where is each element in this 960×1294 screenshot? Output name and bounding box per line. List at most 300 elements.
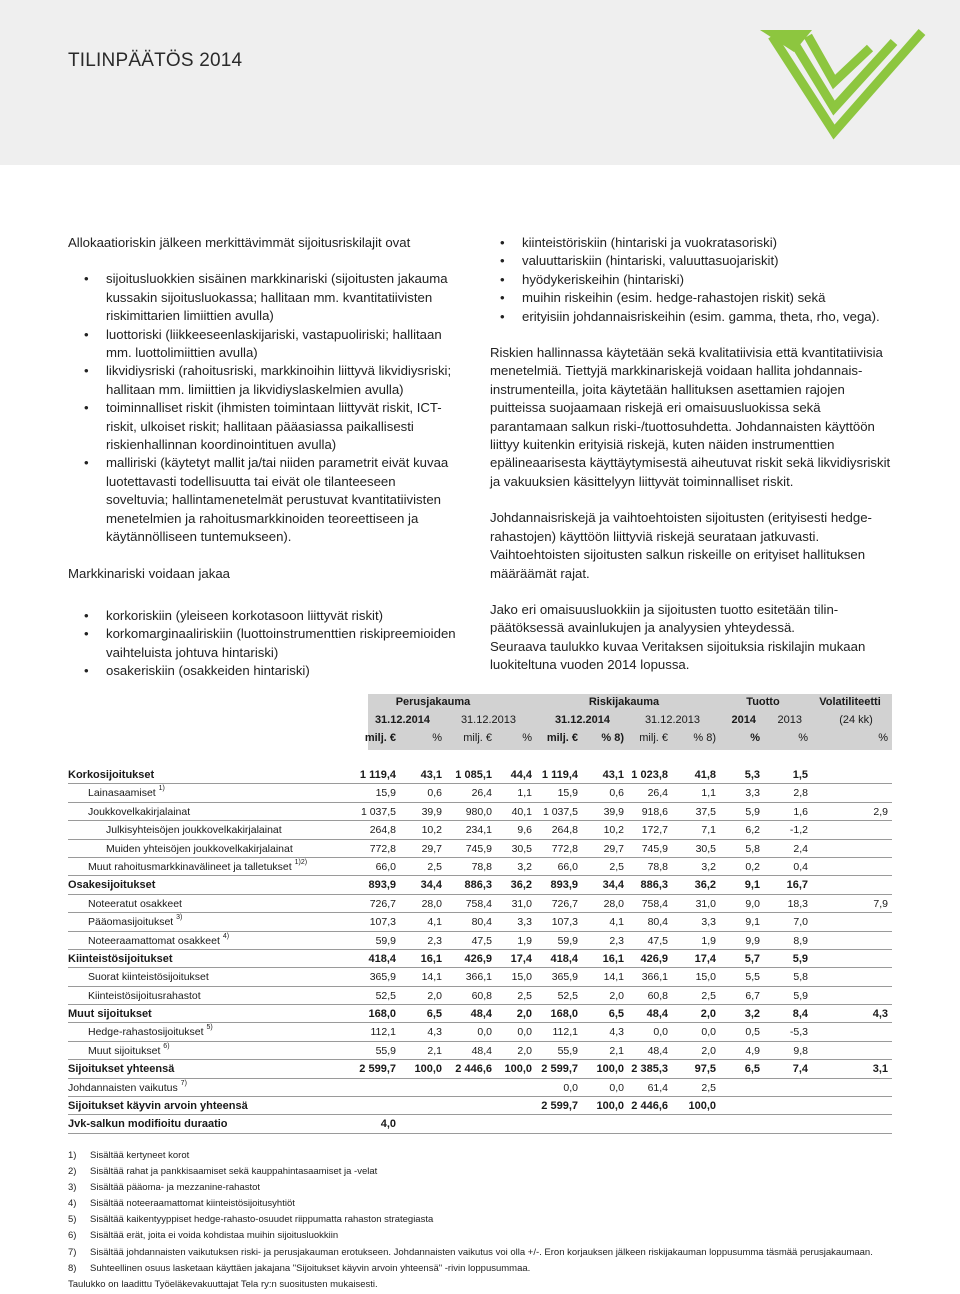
- table-cell: 0,0: [563, 1081, 578, 1094]
- row-label-text: Joukkovelkakirjalainat: [88, 805, 191, 818]
- row-label-text: Jvk-salkun modifioitu duraatio: [68, 1118, 228, 1131]
- row-label: [68, 1097, 248, 1115]
- row-label-text: Hedge-rahastosijoitukset: [88, 1026, 204, 1039]
- table-cell: 47,5: [647, 934, 668, 947]
- market-risk-list: [68, 607, 458, 681]
- paragraph: Jako eri omaisuusluokkiin ja sijoitusten tuotto esitetään tilin-päätöksessä avainlukujen ja analyysien yhteydessä.: [490, 601, 839, 636]
- table-cell: 48,4: [470, 1008, 492, 1021]
- table-cell: 36,2: [510, 879, 532, 892]
- table-cell: 0,6: [609, 787, 624, 800]
- footnote-number: 1): [68, 1150, 77, 1161]
- table-row: [68, 784, 892, 802]
- table-cell: 426,9: [464, 952, 492, 965]
- list-item: • erityisiin johdannaisriskeihin (esim. gamma, theta, rho, vega).: [522, 308, 898, 326]
- table-cell: 4,1: [427, 916, 442, 929]
- table-cell: 0,0: [517, 1026, 532, 1039]
- unit-header: milj. €: [463, 732, 492, 744]
- row-label-text: Julkisyhteisöjen joukkovelkakirjalainat: [106, 824, 282, 837]
- row-label: [88, 858, 307, 876]
- page-header: [0, 0, 960, 165]
- row-label: [88, 987, 201, 1005]
- table-cell: 28,0: [421, 897, 442, 910]
- table-cell: 100,0: [688, 1100, 716, 1113]
- table-cell: 426,9: [640, 952, 668, 965]
- table-cell: 2,0: [427, 989, 442, 1002]
- table-cell: 418,4: [550, 952, 578, 965]
- table-cell: 365,9: [551, 971, 578, 984]
- table-cell: 0,0: [477, 1026, 492, 1039]
- footnote-text: Sisältää kaikentyyppiset hedge-rahasto-osuudet riippumatta rahaston strategiasta: [90, 1214, 434, 1226]
- row-label-text: Noteeratut osakkeet: [88, 897, 182, 910]
- footnote: [68, 1196, 898, 1212]
- table-cell: 52,5: [557, 989, 578, 1002]
- table-cell: 30,5: [511, 842, 532, 855]
- row-label: [88, 1042, 170, 1060]
- table-cell: 15,0: [511, 971, 532, 984]
- list-item: • toiminnalliset riskit (ihmisten toimintaan liittyvät riskit, ICT-riskit, ulkoiset riskit; hallitaan pääasiassa paikallisesti riskienhallinnan koordinointituen avulla): [106, 399, 458, 454]
- table-cell: 9,8: [793, 1044, 808, 1057]
- table-cell: 15,9: [375, 787, 396, 800]
- table-cell: 2 599,7: [541, 1100, 578, 1113]
- table-cell: 4,0: [380, 1118, 396, 1131]
- table-cell: 28,0: [603, 897, 624, 910]
- footnote-number: 4): [68, 1198, 77, 1210]
- table-cell: 5,9: [792, 952, 808, 965]
- table-cell: 3,3: [517, 916, 532, 929]
- table-cell: -1,2: [789, 824, 808, 837]
- table-cell: 1,5: [792, 769, 808, 781]
- table-row: [68, 840, 892, 858]
- table-cell: 7,9: [873, 897, 888, 910]
- row-label: [88, 803, 190, 821]
- table-cell: 2,1: [609, 1044, 624, 1057]
- date-header: 31.12.2013: [460, 714, 516, 726]
- table-row: [68, 932, 892, 950]
- table-cell: 0,0: [653, 1026, 668, 1039]
- table-cell: 2,0: [516, 1008, 532, 1021]
- footnote-text: Sisältää johdannaisten vaikutuksen riski- ja perusjakauman erotukseen. Johdannaisten vaikutus voi olla +/-. Eron korjauksen jälkeen riskijakauman loppusumma täsmää perusjakaumaan.: [90, 1246, 873, 1258]
- table-cell: 2,0: [700, 1008, 716, 1021]
- row-label: [88, 784, 165, 802]
- unit-header: milj. €: [364, 732, 396, 744]
- table-cell: 893,9: [550, 879, 578, 892]
- list-item: • likvidiysriski (rahoitusriski, markkinoihin liittyvä likvidiysriski; hallitaan mm. limiittien ja likvidiyslaskelmien avulla): [106, 362, 458, 399]
- table-cell: 2,5: [427, 860, 442, 873]
- row-label: [88, 1023, 213, 1041]
- footnote-number: 8): [68, 1262, 77, 1274]
- footnote-text: Suhteellinen osuus lasketaan käyttäen jakajana "Sijoitukset käyvin arvoin yhteensä" -rivin loppusummaa.: [90, 1262, 531, 1274]
- table-cell: 15,9: [557, 787, 578, 800]
- table-cell: 2,1: [427, 1044, 442, 1057]
- table-cell: 9,1: [744, 879, 760, 892]
- table-cell: 0,4: [793, 860, 808, 873]
- list-item: • korkomarginaaliriskiin (luottoinstrumenttien riskipreemioiden vaihteluista johtuva hintariski): [106, 625, 458, 662]
- table-cell: 17,4: [510, 952, 532, 965]
- footnote-ref: 1): [158, 785, 165, 793]
- table-cell: 3,2: [701, 860, 716, 873]
- row-label: [68, 766, 154, 784]
- footnote: [68, 1148, 898, 1164]
- table-cell: 726,7: [369, 897, 396, 910]
- date-header: 31.12.2014: [554, 714, 610, 726]
- footnote-number: 2): [68, 1166, 77, 1178]
- table-cell: 4,3: [872, 1008, 888, 1021]
- footnote-number: 3): [68, 1182, 77, 1194]
- table-cell: 893,9: [368, 879, 396, 892]
- table-cell: 80,4: [647, 916, 668, 929]
- row-label-text: Noteeraamattomat osakkeet: [88, 934, 220, 947]
- table-body: [68, 766, 892, 1134]
- table-row: [68, 1005, 892, 1023]
- table-cell: 886,3: [464, 879, 492, 892]
- table-cell: 2 385,3: [631, 1063, 668, 1076]
- table-row: [68, 858, 892, 876]
- row-label: [88, 932, 229, 950]
- table-cell: 2,0: [517, 1044, 532, 1057]
- table-cell: 107,3: [369, 916, 396, 929]
- table-cell: 2 446,6: [631, 1100, 668, 1113]
- table-cell: 26,4: [471, 787, 492, 800]
- unit-header: % 8): [601, 732, 624, 744]
- list-item: • sijoitusluokkien sisäinen markkinariski (sijoitusten jakauma kussakin sijoitusluokassa; hallitaan mm. kvantitatiivisten riskimittarien limiittien avulla): [106, 270, 458, 325]
- table-cell: 18,3: [787, 897, 808, 910]
- table-cell: 6,7: [745, 989, 760, 1002]
- table-cell: 2,5: [701, 1081, 716, 1094]
- table-cell: 16,1: [420, 952, 442, 965]
- table-cell: 1 085,1: [455, 769, 492, 781]
- table-cell: 365,9: [369, 971, 396, 984]
- table-cell: 2,4: [793, 842, 808, 855]
- table-cell: 100,0: [504, 1063, 532, 1076]
- table-cell: 3,1: [872, 1063, 888, 1076]
- row-label-text: Kiinteistösijoitusrahastot: [88, 989, 201, 1002]
- table-cell: 9,9: [745, 934, 760, 947]
- table-cell: 61,4: [647, 1081, 668, 1094]
- table-cell: 3,2: [517, 860, 532, 873]
- table-cell: 78,8: [647, 860, 668, 873]
- table-cell: 5,8: [745, 842, 760, 855]
- page-title: TILINPÄÄTÖS 2014: [68, 50, 243, 71]
- table-cell: 772,8: [369, 842, 396, 855]
- table-cell: 7,0: [793, 916, 808, 929]
- footnote-text: Sisältää noteeraamattomat kiinteistösijoitusyhtiöt: [90, 1198, 295, 1210]
- table-cell: 886,3: [640, 879, 668, 892]
- table-cell: 47,5: [471, 934, 492, 947]
- table-cell: 1 119,4: [541, 769, 578, 781]
- footnote-ref: 5): [206, 1024, 213, 1032]
- table-cell: 31,0: [511, 897, 532, 910]
- table-cell: 1,9: [517, 934, 532, 947]
- footnote-number: 5): [68, 1214, 77, 1226]
- table-source-note: Taulukko on laadittu Työeläkevakuuttajat Tela ry:n suositusten mukaisesti.: [68, 1278, 378, 1290]
- row-label: [68, 1079, 187, 1097]
- row-label-text: Pääomasijoitukset: [88, 916, 174, 929]
- table-cell: 44,4: [510, 769, 532, 781]
- list-item: • korkoriskiin (yleiseen korkotasoon liittyvät riskit): [106, 607, 458, 625]
- date-header: 2014: [731, 714, 756, 726]
- footnote-text: Sisältää kertyneet korot: [90, 1150, 190, 1161]
- table-cell: 6,2: [745, 824, 760, 837]
- row-label-text: Muut sijoitukset: [88, 1044, 161, 1057]
- footnote: [68, 1245, 898, 1261]
- table-cell: 1 119,4: [359, 769, 396, 781]
- table-row: [68, 1115, 892, 1133]
- table-cell: 17,4: [694, 952, 716, 965]
- table-unit-header: [68, 732, 892, 750]
- table-cell: 3,3: [701, 916, 716, 929]
- table-cell: 39,9: [421, 805, 442, 818]
- table-cell: 14,1: [603, 971, 624, 984]
- table-cell: 107,3: [551, 916, 578, 929]
- table-cell: 2,5: [701, 989, 716, 1002]
- table-cell: 2,3: [427, 934, 442, 947]
- table-cell: 980,0: [465, 805, 492, 818]
- table-cell: 264,8: [369, 824, 396, 837]
- table-cell: 112,1: [552, 1026, 578, 1039]
- table-cell: 5,3: [744, 769, 760, 781]
- left-column: [68, 234, 458, 681]
- row-label-text: Kiinteistösijoitukset: [68, 952, 173, 965]
- table-row: [68, 803, 892, 821]
- date-header: (24 kk): [839, 714, 873, 726]
- table-row: [68, 1060, 892, 1078]
- right-column: [490, 234, 898, 675]
- table-cell: 66,0: [375, 860, 396, 873]
- table-cell: 34,4: [420, 879, 442, 892]
- table-cell: 100,0: [414, 1063, 442, 1076]
- table-cell: 40,1: [511, 805, 532, 818]
- footnote-number: 6): [68, 1230, 77, 1242]
- row-label: [106, 840, 293, 858]
- table-cell: 15,0: [695, 971, 716, 984]
- table-cell: 55,9: [375, 1044, 396, 1057]
- paragraph: Johdannaisriskejä ja vaihtoehtoisten sijoitusten (erityisesti hedge-rahastojen) käyttöön liittyviä riskejä seurataan jatkuvasti. Vaihtoehtoisten sijoitusten salkun riskeille on erityiset hallituksen määräämät rajat.: [490, 510, 872, 581]
- table-cell: 100,0: [596, 1100, 624, 1113]
- table-cell: 2,5: [517, 989, 532, 1002]
- footnote-ref: 7): [180, 1079, 187, 1087]
- row-label-text: Muut rahoitusmarkkinavälineet ja talletukset: [88, 860, 292, 873]
- table-row: [68, 895, 892, 913]
- row-label-text: Korkosijoitukset: [68, 769, 155, 781]
- market-risk-list-continued: [490, 234, 898, 326]
- unit-header: milj. €: [546, 732, 578, 744]
- footnote: [68, 1212, 898, 1228]
- table-cell: 2,0: [609, 989, 624, 1002]
- table-cell: 0,2: [745, 860, 760, 873]
- table-cell: 8,9: [793, 934, 808, 947]
- table-cell: 418,4: [368, 952, 396, 965]
- paragraph: Riskien hallinnassa käytetään sekä kvalitatiivisia että kvantitatiivisia menetelmiä. Tiettyjä markkinariskejä voidaan hallita johdannais-instrumenteilla, joita käytetään hallituksen asettamien rajojen puitteissa suojaamaan riskejä eri omaisuusluokissa sekä parantamaan salkun riski-/tuottosuhdetta. Johdannaisten käyttöön liittyy kuitenkin erityisiä riskejä, kuten näiden instrumenttien epälineaarisesta käyttäytymisestä aiheutuvat riskit sekä likvidiysriskit ja vakuuksien käsittelyyn liittyvät toiminnalliset riskit.: [490, 345, 891, 489]
- table-cell: 0,0: [609, 1081, 624, 1094]
- table-cell: 0,5: [745, 1026, 760, 1039]
- table-cell: 2 599,7: [541, 1063, 578, 1076]
- table-cell: 6,5: [608, 1008, 624, 1021]
- unit-header: milj. €: [639, 732, 668, 744]
- table-cell: 2 599,7: [359, 1063, 396, 1076]
- row-label: [106, 821, 282, 839]
- table-cell: 16,7: [786, 879, 808, 892]
- row-label: [68, 1005, 152, 1023]
- table-cell: 366,1: [465, 971, 492, 984]
- unit-header: % 8): [693, 732, 716, 744]
- table-cell: 5,9: [745, 805, 760, 818]
- table-cell: 5,9: [793, 989, 808, 1002]
- table-cell: 4,3: [427, 1026, 442, 1039]
- date-header: 31.12.2014: [374, 714, 430, 726]
- table-cell: 1 037,5: [542, 805, 578, 818]
- table-row: [68, 1079, 892, 1097]
- table-cell: 1,1: [517, 787, 532, 800]
- table-cell: 4,3: [609, 1026, 624, 1039]
- table-cell: 1 037,5: [360, 805, 396, 818]
- risk-type-list: [68, 270, 458, 546]
- table-cell: 7,4: [792, 1063, 808, 1076]
- table-cell: 2,8: [793, 787, 808, 800]
- table-cell: 43,1: [420, 769, 442, 781]
- row-label: [88, 968, 209, 986]
- table-cell: 6,5: [426, 1008, 442, 1021]
- row-label: [68, 1060, 174, 1078]
- table-cell: 1 023,8: [631, 769, 668, 781]
- table-cell: 6,5: [744, 1063, 760, 1076]
- table-cell: 37,5: [695, 805, 716, 818]
- table-cell: 9,1: [745, 916, 760, 929]
- table-cell: 97,5: [694, 1063, 716, 1076]
- row-label: [68, 950, 173, 968]
- row-label-text: Suorat kiinteistösijoitukset: [88, 971, 209, 984]
- table-cell: 745,9: [465, 842, 492, 855]
- footnote-ref: 6): [163, 1042, 170, 1050]
- table-cell: 2,0: [701, 1044, 716, 1057]
- table-group-header: [68, 696, 892, 714]
- table-row: [68, 987, 892, 1005]
- table-cell: 41,8: [694, 769, 716, 781]
- table-cell: 2,3: [609, 934, 624, 947]
- list-item: • malliriski (käytetyt mallit ja/tai niiden parametrit eivät kuvaa luotettavasti todellisuutta tai eivät ole tilanteeseen soveltuvia; hallintamenetelmät perustuvat kvantitatiivisten menetelmien ja rahoitusmarkkinoiden teoreettiseen ja käytännölliseen tuntemukseen).: [106, 454, 458, 546]
- table-cell: 80,4: [471, 916, 492, 929]
- footnote-ref: 1)2): [294, 858, 308, 866]
- table-cell: 1,9: [701, 934, 716, 947]
- table-cell: 366,1: [641, 971, 668, 984]
- row-label: [68, 876, 155, 894]
- table-cell: 39,9: [603, 805, 624, 818]
- row-label-text: Sijoitukset yhteensä: [68, 1063, 175, 1076]
- table-cell: 5,7: [744, 952, 760, 965]
- row-label-text: Muiden yhteisöjen joukkovelkakirjalainat: [106, 842, 293, 855]
- table-cell: 55,9: [557, 1044, 578, 1057]
- left-subheading: Markkinariski voidaan jakaa: [68, 565, 230, 581]
- table-row: [68, 876, 892, 894]
- table-cell: 9,0: [745, 897, 760, 910]
- unit-header: %: [878, 732, 888, 744]
- group-header: Riskijakauma: [588, 696, 660, 708]
- unit-header: %: [432, 732, 442, 744]
- row-label-text: Sijoitukset käyvin arvoin yhteensä: [68, 1100, 248, 1113]
- paragraph: Seuraava taulukko kuvaa Veritaksen sijoituksia riskilajin mukaan luokiteltuna vuoden 2014 lopussa.: [490, 638, 866, 673]
- table-cell: 31,0: [695, 897, 716, 910]
- footnote: [68, 1261, 898, 1277]
- group-header: Perusjakauma: [395, 696, 471, 708]
- group-header: Volatiliteetti: [819, 696, 881, 708]
- table-cell: 5,5: [745, 971, 760, 984]
- table-row: [68, 1023, 892, 1041]
- table-cell: 3,2: [744, 1008, 760, 1021]
- table-cell: 0,0: [701, 1026, 716, 1039]
- footnote: [68, 1180, 898, 1196]
- table-row: [68, 1097, 892, 1115]
- table-cell: 30,5: [695, 842, 716, 855]
- table-cell: 34,4: [602, 879, 624, 892]
- list-item: • luottoriski (liikkeeseenlaskijariski, vastapuoliriski; hallitaan mm. luottolimiittien avulla): [106, 326, 458, 363]
- table-cell: 264,8: [551, 824, 578, 837]
- footnote: [68, 1228, 898, 1244]
- row-label: [68, 1115, 228, 1133]
- table-cell: 60,8: [471, 989, 492, 1002]
- footnote-text: Sisältää pääoma- ja mezzanine-rahastot: [90, 1182, 261, 1194]
- table-cell: 8,4: [792, 1008, 808, 1021]
- table-row: [68, 913, 892, 931]
- table-date-header: [68, 714, 892, 732]
- table-cell: 16,1: [602, 952, 624, 965]
- table-cell: 2,5: [609, 860, 624, 873]
- row-label: [88, 895, 182, 913]
- table-cell: 726,7: [551, 897, 578, 910]
- table-cell: 918,6: [641, 805, 668, 818]
- list-item: • hyödykeriskeihin (hintariski): [522, 271, 898, 289]
- table-cell: 59,9: [557, 934, 578, 947]
- table-cell: 78,8: [471, 860, 492, 873]
- table-cell: 36,2: [694, 879, 716, 892]
- table-cell: 66,0: [557, 860, 578, 873]
- table-cell: 2,9: [873, 805, 888, 818]
- footnote-text: Sisältää rahat ja pankkisaamiset sekä kauppahintasaamiset ja -velat: [90, 1166, 378, 1178]
- table-cell: 26,4: [647, 787, 668, 800]
- date-header: 31.12.2013: [644, 714, 700, 726]
- table-row: [68, 950, 892, 968]
- list-item: • osakeriskiin (osakkeiden hintariski): [106, 662, 458, 680]
- table-cell: -5,3: [789, 1026, 808, 1039]
- table-cell: 52,5: [375, 989, 396, 1002]
- row-label: [88, 913, 182, 931]
- group-header: Tuotto: [746, 696, 780, 708]
- table-cell: 29,7: [421, 842, 442, 855]
- table-cell: 168,0: [550, 1008, 578, 1021]
- left-heading: Allokaatioriskin jälkeen merkittävimmät sijoitusriskilajit ovat: [68, 235, 411, 250]
- unit-header: %: [522, 732, 532, 744]
- table-cell: 0,6: [427, 787, 442, 800]
- footnotes: [68, 1148, 898, 1293]
- footnote-number: 7): [68, 1246, 77, 1258]
- table-cell: 112,1: [370, 1026, 396, 1039]
- table-cell: 9,6: [517, 824, 532, 837]
- table-cell: 758,4: [465, 897, 492, 910]
- table-cell: 14,1: [421, 971, 442, 984]
- table-cell: 10,2: [421, 824, 442, 837]
- row-label-text: Muut sijoitukset: [68, 1008, 152, 1021]
- table-cell: 2 446,6: [455, 1063, 492, 1076]
- footnote-ref: 3): [176, 914, 183, 922]
- table-cell: 5,8: [793, 971, 808, 984]
- table-cell: 29,7: [603, 842, 624, 855]
- date-header: 2013: [777, 714, 802, 726]
- footnote-ref: 4): [222, 932, 230, 940]
- table-cell: 10,2: [603, 824, 624, 837]
- table-cell: 772,8: [551, 842, 578, 855]
- row-label-text: Johdannaisten vaikutus: [68, 1081, 178, 1094]
- table-cell: 59,9: [375, 934, 396, 947]
- veritas-v-logo-icon: [742, 22, 932, 140]
- table-cell: 3,3: [745, 787, 760, 800]
